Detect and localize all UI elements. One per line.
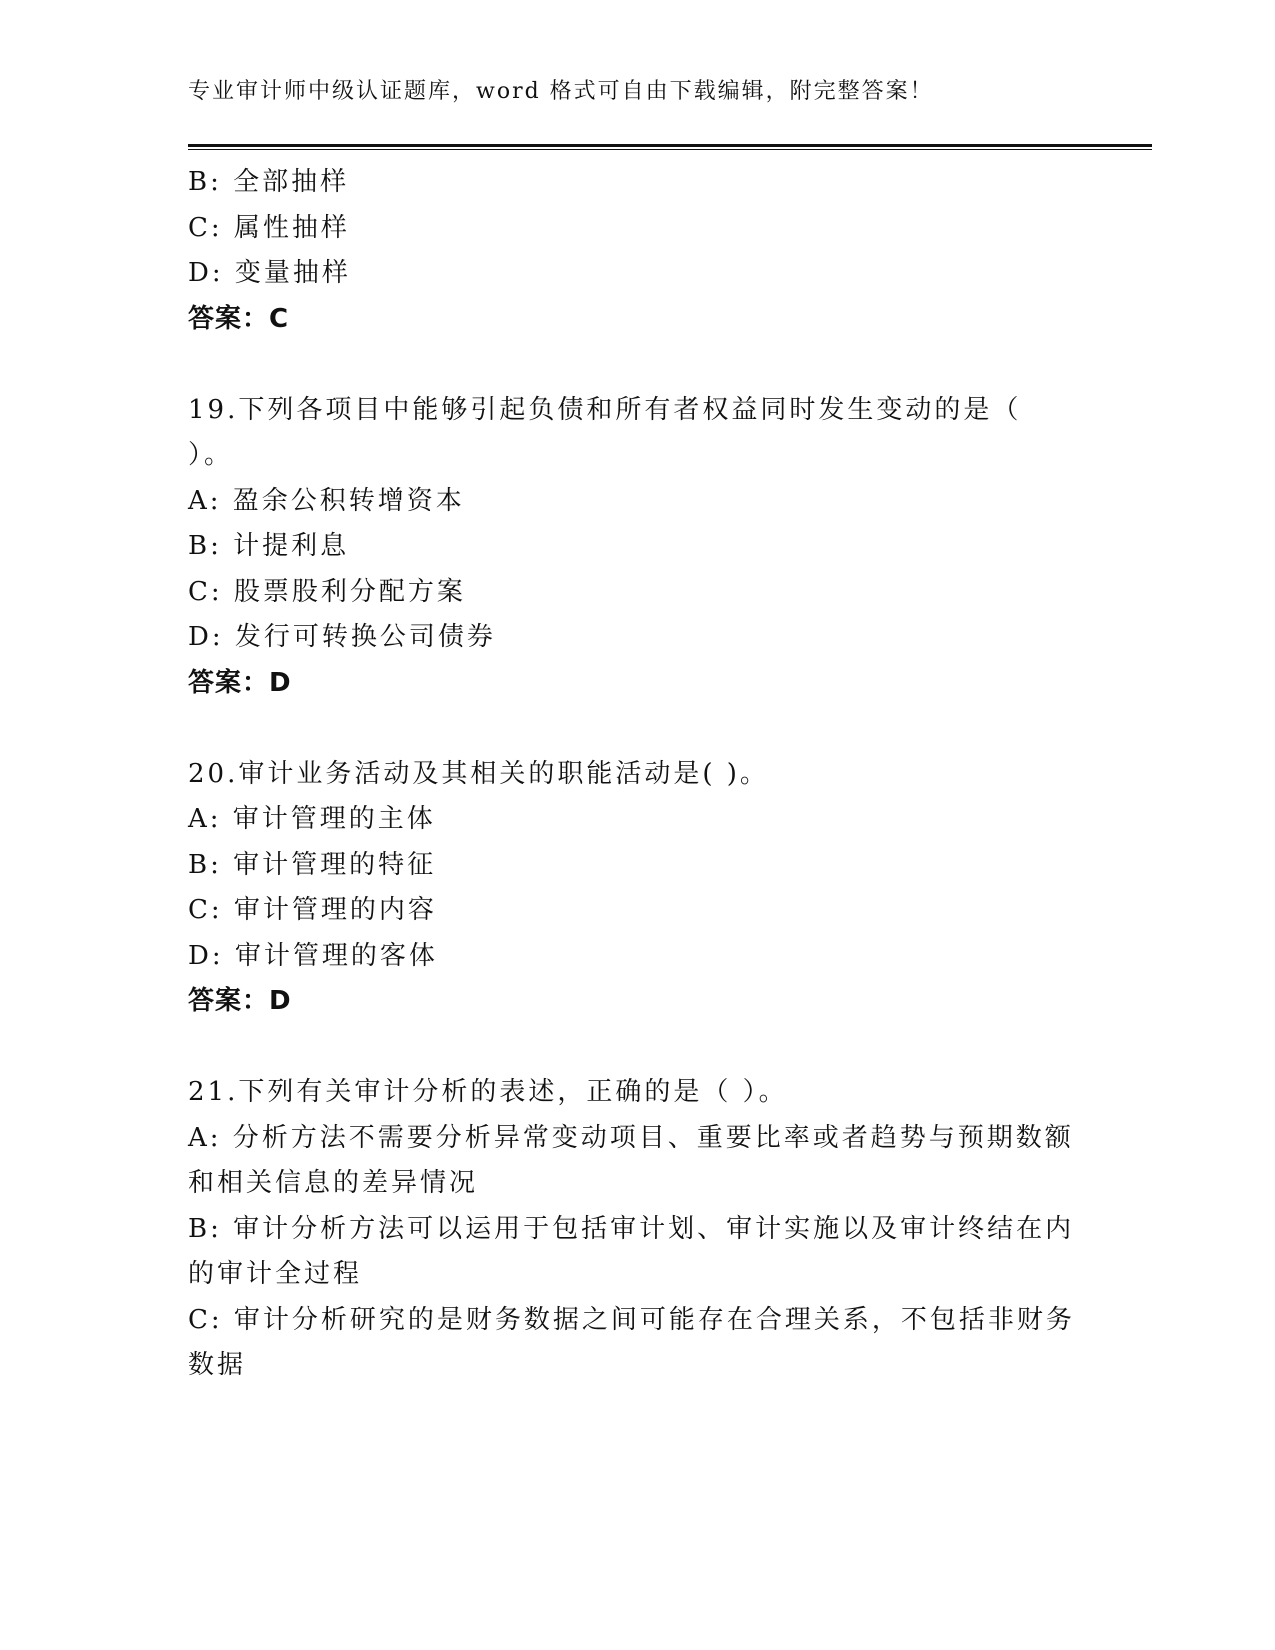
question-19 — [188, 388, 1088, 707]
spacer — [188, 1025, 1088, 1071]
question-stem: 21.下列有关审计分析的表述，正确的是（ ）。 — [188, 1077, 788, 1107]
answer: 答案：D — [188, 986, 292, 1016]
option-d: D: 审计管理的客体 — [188, 940, 438, 971]
question-stem: 20.审计业务活动及其相关的职能活动是( )。 — [188, 758, 769, 789]
question-21 — [188, 1070, 1088, 1389]
option-a: A: 盈余公积转增资本 — [188, 485, 465, 516]
spacer — [188, 706, 1088, 752]
spacer — [188, 342, 1088, 388]
option-d: D: 发行可转换公司债券 — [188, 622, 496, 652]
question-20 — [188, 752, 1088, 1025]
question-content — [188, 160, 1088, 1389]
option-c: C: 审计分析研究的是财务数据之间可能存在合理关系，不包括非财务 — [188, 1304, 1075, 1335]
answer: 答案：D — [188, 667, 292, 698]
option-b-continued: 的审计全过程 — [188, 1259, 363, 1289]
option-c-continued: 数据 — [188, 1350, 247, 1380]
option-b: B: 计提利息 — [188, 531, 350, 561]
option-c: C: 审计管理的内容 — [188, 895, 437, 925]
question-stem: 19.下列各项目中能够引起负债和所有者权益同时发生变动的是（ — [188, 394, 1022, 425]
option-a: A: 分析方法不需要分析异常变动项目、重要比率或者趋势与预期数额 — [188, 1122, 1074, 1153]
option-b: B: 审计分析方法可以运用于包括审计划、审计实施以及审计终结在内 — [188, 1213, 1075, 1244]
answer: 答案：C — [188, 303, 290, 334]
question-stem-continued: ）。 — [188, 440, 234, 470]
option-b: B: 审计管理的特征 — [188, 849, 437, 880]
header-divider — [188, 144, 1152, 150]
option-a-continued: 和相关信息的差异情况 — [188, 1168, 479, 1198]
option-b: B: 全部抽样 — [188, 167, 350, 197]
question-18 — [188, 160, 1088, 342]
option-a: A: 审计管理的主体 — [188, 804, 436, 834]
option-d: D: 变量抽样 — [188, 258, 351, 288]
option-c: C: 股票股利分配方案 — [188, 576, 466, 607]
page-header: 专业审计师中级认证题库，word 格式可自由下载编辑，附完整答案！ — [188, 79, 934, 104]
option-c: C: 属性抽样 — [188, 212, 350, 243]
